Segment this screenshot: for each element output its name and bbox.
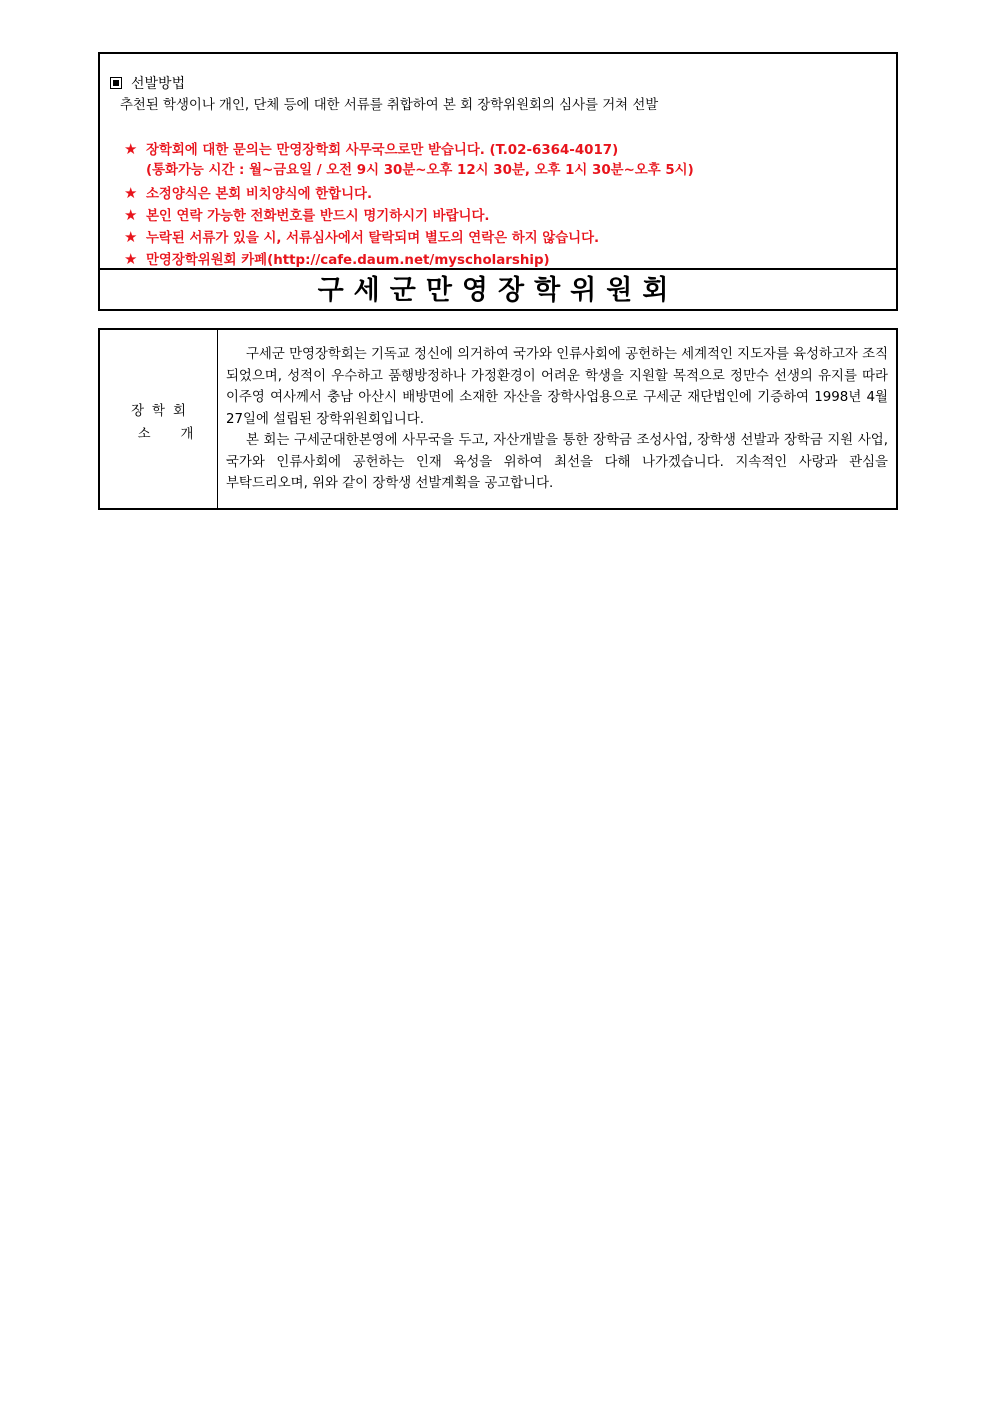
star-icon: ★ (124, 228, 138, 246)
notice-text: (통화가능 시간 : 월~금요일 / 오전 9시 30분~오후 12시 30분, 오후 1시 30분~오후 5시) (146, 163, 694, 178)
notice-item (124, 182, 694, 204)
selection-heading (110, 74, 185, 94)
star-icon: ★ (124, 184, 138, 202)
notice-text: 만영장학위원회 카페(http://cafe.daum.net/myscholarship) (146, 253, 550, 268)
notice-item-hours (124, 160, 694, 182)
notice-item (124, 248, 694, 270)
star-icon: ★ (124, 250, 138, 268)
notice-item (124, 138, 694, 160)
notice-text: 소정양식은 본회 비치양식에 한합니다. (146, 187, 373, 202)
intro-label-line1: 장학회 (131, 404, 194, 419)
notice-text: 누락된 서류가 있을 시, 서류심사에서 탈락되며 별도의 연락은 하지 않습니다. (146, 231, 600, 246)
notice-text: 장학회에 대한 문의는 만영장학회 사무국으로만 받습니다. (T.02-6364-4017) (146, 143, 619, 158)
notice-item (124, 226, 694, 248)
notice-list (124, 138, 694, 270)
intro-label-line2: 소개 (137, 427, 224, 442)
star-icon: ★ (124, 140, 138, 158)
intro-paragraph-1: 구세군 만영장학회는 기독교 정신에 의거하여 국가와 인류사회에 공헌하는 세계적인 지도자를 육성하고자 조직 되었으며, 성적이 우수하고 품행방정하나 가정환경이 어려운 학생을 지원할 목적으로 정만수 선생의 유지를 따라 이주영 여사께서 충남 아산시 배방면에 소재한 자산을 장학사업용으로 구세군 재단법인에 기증하여 1998년 4월 27일에 설립된 장학위원회입니다. (226, 347, 888, 427)
intro-paragraph-2: 본 회는 구세군대한본영에 사무국을 두고, 자산개발을 통한 장학금 조성사업, 장학생 선발과 장학금 지원 사업, 국가와 인류사회에 공헌하는 인재 육성을 위하여 최선을 다해 나가겠습니다. 지속적인 사랑과 관심을 부탁드리오며, 위와 같이 장학생 선발계획을 공고합니다. (226, 433, 888, 491)
organization-title: 구세군만영장학위원회 (100, 268, 896, 311)
notice-text: 본인 연락 가능한 전화번호를 반드시 명기하시기 바랍니다. (146, 209, 490, 224)
intro-table (98, 328, 898, 510)
selection-notice-box (98, 52, 898, 311)
star-icon: ★ (124, 206, 138, 224)
selection-body: 추천된 학생이나 개인, 단체 등에 대한 서류를 취합하여 본 회 장학위원회의 심사를 거쳐 선발 (120, 98, 659, 113)
filled-square-icon (110, 77, 122, 89)
intro-content (226, 344, 888, 495)
selection-heading-text: 선발방법 (131, 76, 186, 92)
notice-item (124, 204, 694, 226)
intro-label-cell (100, 330, 224, 508)
